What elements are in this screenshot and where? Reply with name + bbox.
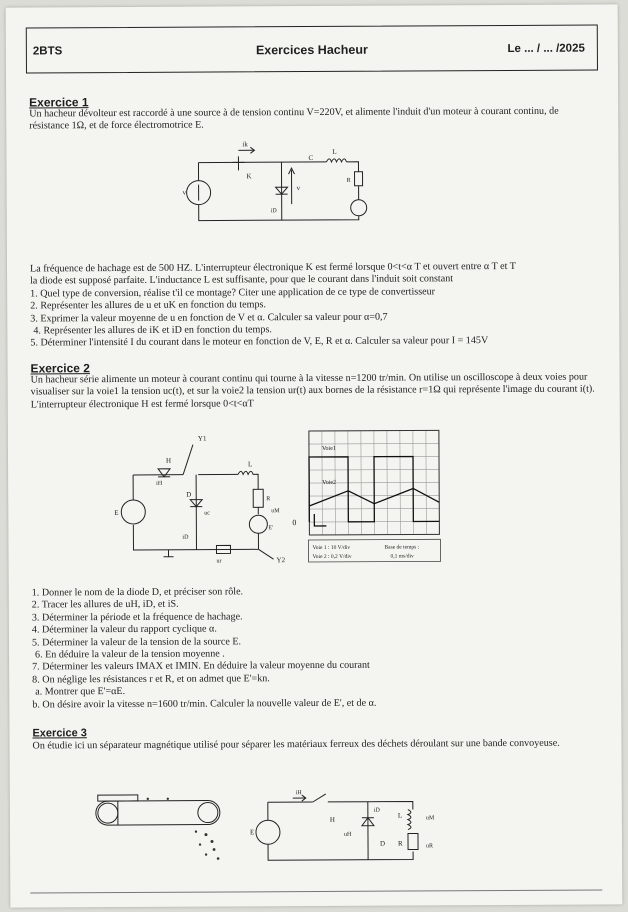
- scope-info-timebase: Base de temps :: [384, 544, 420, 551]
- ih-label-3: iH: [295, 790, 302, 797]
- v-source-label: v: [182, 188, 187, 197]
- exercise-1-circuit: [182, 140, 376, 233]
- exercise-1-question-1: 1. Quel type de conversion, réalise t'il ce montage? Citer une application de ce type de convertisseur: [30, 286, 436, 300]
- exercise-2-question-2: 2. Tracer les allures de uH, iD, et iS.: [31, 599, 179, 611]
- l-label-3: L: [397, 811, 403, 820]
- conveyor-illustration: [88, 786, 228, 867]
- y1-label: Y1: [197, 434, 207, 443]
- scope-info-voie2: Voie 2 : 0,2 V/div: [312, 553, 352, 561]
- uh-label-3: uH: [343, 831, 352, 838]
- um-label: uM: [271, 508, 280, 515]
- id-label: iD: [270, 208, 277, 215]
- exercise-2-question-7: 7. Déterminer les valeurs IMAX et IMIN. En déduire la valeur moyenne du courant: [32, 660, 370, 673]
- exercise-2-circuit: [108, 434, 289, 565]
- exercise-1-question-4: 4. Représenter les allures de iK et iD en fonction du temps.: [33, 324, 272, 337]
- exercise-1-title: Exercice 1: [29, 95, 89, 110]
- scope-info-voie1: Voie 1 : 10 V/div: [312, 544, 351, 552]
- r-label: R: [346, 177, 351, 184]
- ur-label: ur: [216, 558, 222, 565]
- exercise-1-intro: Un hacheur dévolteur est raccordé à une source à de tension continu V=220V, et alimente l'induit d'un moteur à courant continu, de résistance 1Ω, et de force électromotrice E.: [29, 105, 559, 132]
- exercise-1-text: [30, 260, 600, 350]
- exercise-2-intro: Un hacheur série alimente un moteur à courant continu qui tourne à la vitesse n=1200 tr/min. On utilise un oscilloscope à deux voies pour visualiser sur la voie1 la tension uc(t), et sur la voie2 la tension ur(t) aux bornes de la résistance r=1Ω qui représente l'image du courant i(t). L'interrupteur électronique H est fermé lorsque 0<t<αT: [30, 371, 595, 411]
- ik-label: ik: [242, 140, 248, 149]
- class-label: 2BTS: [32, 45, 63, 58]
- e-label-3: E: [249, 828, 255, 837]
- y2-label: Y2: [276, 556, 286, 565]
- page-title: Exercices Hacheur: [255, 42, 368, 58]
- exercise-1-question-2: 2. Représenter les allures de u et uK en fonction du temps.: [30, 299, 266, 312]
- exercise-3-circuit: [248, 787, 448, 868]
- r-label-2: R: [266, 496, 271, 503]
- exercise-2-question-3: 3. Déterminer la période et la fréquence de hachage.: [31, 611, 243, 624]
- exercise-2-question-6: 6. En déduire la valeur de la tension moyenne .: [35, 648, 225, 661]
- h-label-3: H: [329, 815, 335, 824]
- voie1-label: Voie1: [321, 445, 336, 452]
- date-field: Le ... / ... /2025: [507, 42, 585, 55]
- page-header: [26, 25, 598, 74]
- h-label: H: [166, 456, 172, 465]
- d-label-3: D: [380, 839, 386, 848]
- exercise-1-body-2: la diode est supposé parfaite. L'inductance L est suffisante, pour que le courant dans l'induit soit constant: [30, 273, 454, 287]
- oscilloscope-screen: [292, 425, 445, 566]
- exercise-1-question-5: 5. Déterminer l'intensité I du courant dans le moteur en fonction de V, E, R et α. Calculer sa valeur pour I = 145V: [30, 335, 489, 349]
- id-label-2: iD: [182, 534, 189, 541]
- ih-label: iH: [156, 480, 163, 487]
- voie2-label: Voie2: [322, 479, 337, 486]
- exercise-2-questions: [32, 584, 603, 711]
- e-label-2: E: [114, 509, 119, 518]
- d-label-2: D: [186, 490, 192, 499]
- exercise-3-title: Exercice 3: [32, 727, 87, 740]
- exercise-1-question-3: 3. Exprimer la valeur moyenne de u en fonction de V et α. Calculer sa valeur pour α=0,7: [30, 311, 388, 325]
- worksheet-page: [6, 4, 623, 907]
- um-label-3: uM: [425, 815, 435, 822]
- exercise-2-title: Exercice 2: [30, 361, 90, 376]
- r-label-3: R: [398, 839, 403, 848]
- exercise-1-body-1: La fréquence de hachage est de 500 HZ. L'interrupteur électronique K est fermé lorsque 0<t<α T et ouvert entre α T et T: [29, 260, 516, 275]
- uc-label: uc: [204, 510, 210, 517]
- l-label: L: [332, 147, 337, 156]
- zero-label: 0: [292, 518, 297, 528]
- exercise-2-question-8: 8. On néglige les résistances r et R, et on admet que E'=kn.: [32, 673, 270, 686]
- v-diode-label: v: [296, 184, 301, 193]
- k-label: K: [246, 172, 252, 181]
- exercise-2-question-5: 5. Déterminer la valeur de la tension de la source E.: [31, 636, 242, 649]
- id-label-3: iD: [373, 807, 380, 814]
- c-label: C: [308, 154, 314, 163]
- exercise-2-question-8b: b. On désire avoir la vitesse n=1600 tr/min. Calculer la nouvelle valeur de E', et de α.: [32, 697, 377, 711]
- exercise-2-question-8a: a. Montrer que E'=αE.: [35, 686, 126, 698]
- em-label: E': [268, 525, 274, 532]
- bottom-rule: [30, 889, 602, 893]
- exercise-2-question-4: 4. Déterminer la valeur du rapport cyclique α.: [31, 623, 217, 636]
- exercise-2-question-1: 1. Donner le nom de la diode D, et préciser son rôle.: [31, 586, 244, 599]
- l-label-2: L: [248, 460, 253, 469]
- scope-info-timebase-value: 0,1 ms/div: [390, 553, 414, 560]
- exercise-3-intro: On étudie ici un séparateur magnétique utilisé pour séparer les matériaux ferreux des déchets déroulant sur une bande convoyeuse.: [32, 737, 560, 752]
- ur-label-3: uR: [426, 843, 434, 850]
